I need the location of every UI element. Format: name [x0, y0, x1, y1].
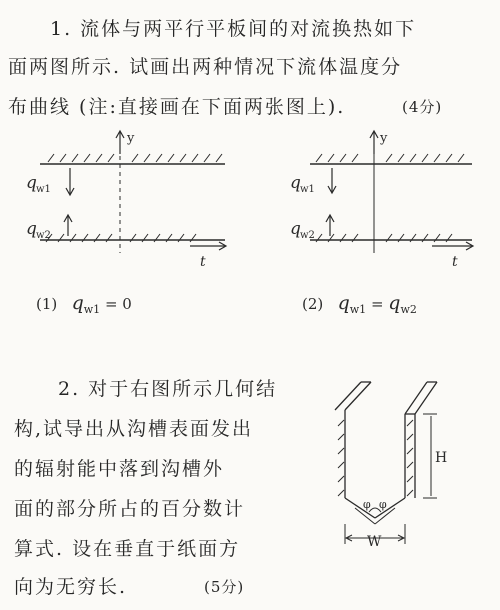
figure1-axis-t: t	[200, 254, 206, 270]
problem2-points: (5分)	[204, 578, 245, 596]
figure1-axis-y: y	[127, 131, 135, 146]
figure-1-diagram	[20, 128, 250, 278]
figure3-phi-right: φ	[379, 498, 387, 511]
figure1-caption-num: (1)	[36, 295, 58, 313]
figure2-caption-rhs-sub: w2	[400, 303, 417, 316]
figure2-caption	[302, 292, 417, 316]
figure2-q-w2-sub: w2	[300, 230, 315, 241]
figure1-caption-rest: = 0	[104, 295, 132, 313]
figure2-caption-lhs: q	[337, 292, 350, 314]
problem2-line1: 2. 对于右图所示几何结	[58, 378, 278, 400]
figure3-label-w: W	[367, 534, 382, 550]
problem2-line2: 构,试导出从沟槽表面发出	[14, 418, 254, 440]
figure2-q-w1: q	[290, 173, 301, 193]
figure2-q-w2: q	[290, 219, 301, 239]
problem2-line4: 面的部分所占的百分数计	[14, 498, 246, 520]
figure2-caption-eq: =	[370, 295, 384, 313]
figure2-caption-lhs-sub: w1	[349, 303, 367, 316]
figure-3-groove-diagram	[325, 378, 475, 550]
problem1-line2: 面两图所示. 试画出两种情况下流体温度分	[8, 56, 403, 78]
figure1-q-w2: q	[26, 219, 37, 239]
figure1-caption-sub: w1	[83, 303, 101, 316]
figure3-phi-left: φ	[363, 498, 371, 511]
problem1-line3: 布曲线 (注:直接画在下面两张图上).	[8, 96, 346, 118]
figure3-label-h: H	[435, 450, 448, 466]
figure1-caption-q: q	[71, 292, 84, 314]
figure2-axis-y: y	[380, 131, 388, 146]
figure-2-diagram	[282, 128, 482, 278]
figure1-q-w1: q	[26, 173, 37, 193]
figure2-q-w1-sub: w1	[300, 184, 315, 195]
problem1-points: (4分)	[402, 98, 443, 116]
problem2-line6: 向为无穷长.	[14, 576, 128, 598]
figure1-q-w1-sub: w1	[36, 184, 51, 195]
figure1-caption	[36, 292, 132, 316]
problem1-line1: 1. 流体与两平行平板间的对流换热如下	[50, 18, 417, 40]
problem2-line5: 算式. 设在垂直于纸面方	[14, 538, 241, 560]
figure2-caption-rhs: q	[388, 292, 401, 314]
problem2-line3: 的辐射能中落到沟槽外	[14, 458, 225, 480]
figure2-caption-num: (2)	[302, 295, 324, 313]
figure2-axis-t: t	[452, 254, 458, 270]
figure1-q-w2-sub: w2	[36, 230, 51, 241]
